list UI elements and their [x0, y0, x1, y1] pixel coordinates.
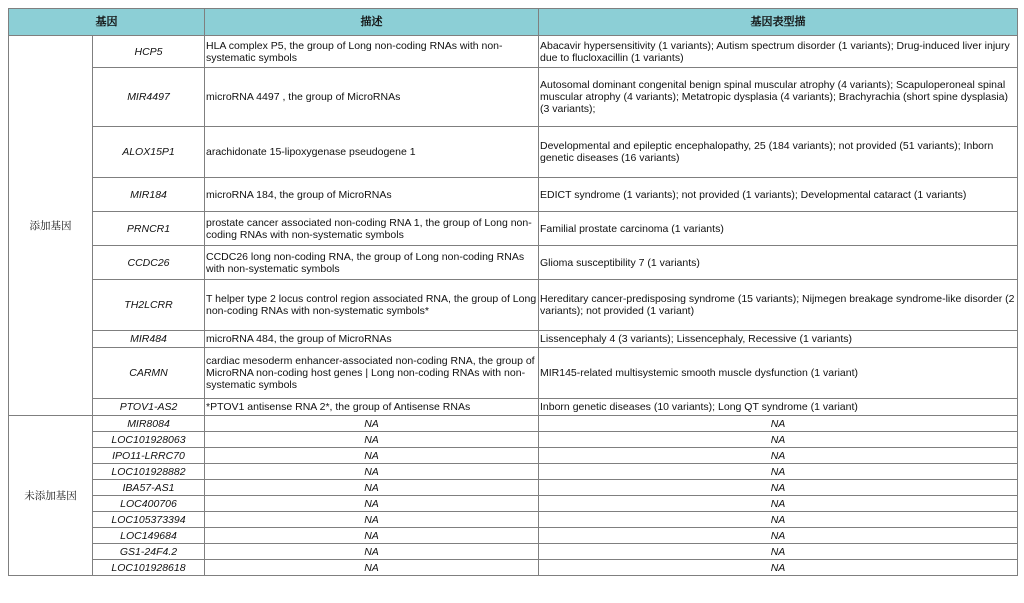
group-label: 未添加基因 [9, 416, 93, 576]
description-cell: *PTOV1 antisense RNA 2*, the group of Antisense RNAs [205, 399, 539, 416]
gene-symbol-cell: GS1-24F4.2 [93, 544, 205, 560]
gene-symbol-cell: MIR4497 [93, 68, 205, 127]
table-row [9, 280, 1018, 331]
gene-symbol-cell: MIR8084 [93, 416, 205, 432]
gene-symbol-cell: LOC101928882 [93, 464, 205, 480]
description-cell: HLA complex P5, the group of Long non-coding RNAs with non-systematic symbols [205, 36, 539, 68]
description-cell: NA [205, 448, 539, 464]
table-row [9, 36, 1018, 68]
table-row [9, 68, 1018, 127]
description-cell: NA [205, 512, 539, 528]
description-cell: NA [205, 528, 539, 544]
gene-symbol-cell: CARMN [93, 348, 205, 399]
phenotype-cell: EDICT syndrome (1 variants); not provided (1 variants); Developmental cataract (1 variants) [539, 178, 1018, 212]
phenotype-cell: NA [539, 512, 1018, 528]
gene-symbol-cell: LOC400706 [93, 496, 205, 512]
table-row [9, 464, 1018, 480]
table-row [9, 127, 1018, 178]
phenotype-cell: Lissencephaly 4 (3 variants); Lissencephaly, Recessive (1 variants) [539, 331, 1018, 348]
table-row [9, 448, 1018, 464]
phenotype-cell: Abacavir hypersensitivity (1 variants); Autism spectrum disorder (1 variants); Drug-induced liver injury due to flucloxacillin (1 variants) [539, 36, 1018, 68]
gene-symbol-cell: LOC101928618 [93, 560, 205, 576]
gene-symbol-cell: TH2LCRR [93, 280, 205, 331]
table-row [9, 348, 1018, 399]
table-row [9, 544, 1018, 560]
header-gene: 基因 [9, 9, 205, 36]
description-cell: NA [205, 432, 539, 448]
gene-symbol-cell: LOC101928063 [93, 432, 205, 448]
phenotype-cell: Hereditary cancer-predisposing syndrome (15 variants); Nijmegen breakage syndrome-like disorder (2 variants); not provided (1 variant) [539, 280, 1018, 331]
table-container [8, 8, 1017, 576]
phenotype-cell: NA [539, 560, 1018, 576]
table-row [9, 528, 1018, 544]
table-row [9, 212, 1018, 246]
description-cell: NA [205, 496, 539, 512]
description-cell: NA [205, 544, 539, 560]
description-cell: T helper type 2 locus control region associated RNA, the group of Long non-coding RNAs with non-systematic symbols* [205, 280, 539, 331]
phenotype-cell: NA [539, 432, 1018, 448]
phenotype-cell: NA [539, 528, 1018, 544]
header-phenotype: 基因表型描 [539, 9, 1018, 36]
description-cell: microRNA 184, the group of MicroRNAs [205, 178, 539, 212]
description-cell: NA [205, 560, 539, 576]
gene-symbol-cell: IPO11-LRRC70 [93, 448, 205, 464]
phenotype-cell: NA [539, 416, 1018, 432]
gene-symbol-cell: HCP5 [93, 36, 205, 68]
table-row [9, 560, 1018, 576]
group-label: 添加基因 [9, 36, 93, 416]
gene-symbol-cell: MIR184 [93, 178, 205, 212]
description-cell: NA [205, 480, 539, 496]
table-row [9, 246, 1018, 280]
description-cell: NA [205, 464, 539, 480]
phenotype-cell: NA [539, 496, 1018, 512]
table-row [9, 496, 1018, 512]
phenotype-cell: Familial prostate carcinoma (1 variants) [539, 212, 1018, 246]
description-cell: microRNA 4497 , the group of MicroRNAs [205, 68, 539, 127]
phenotype-cell: Inborn genetic diseases (10 variants); Long QT syndrome (1 variant) [539, 399, 1018, 416]
phenotype-cell: NA [539, 480, 1018, 496]
table-row [9, 480, 1018, 496]
table-row [9, 512, 1018, 528]
phenotype-cell: NA [539, 544, 1018, 560]
header-row [9, 9, 1018, 36]
table-row [9, 432, 1018, 448]
gene-symbol-cell: ALOX15P1 [93, 127, 205, 178]
gene-symbol-cell: LOC105373394 [93, 512, 205, 528]
phenotype-cell: Developmental and epileptic encephalopathy, 25 (184 variants); not provided (51 variants); Inborn genetic diseases (16 variants) [539, 127, 1018, 178]
phenotype-cell: MIR145-related multisystemic smooth muscle dysfunction (1 variant) [539, 348, 1018, 399]
table-row [9, 178, 1018, 212]
table-body [9, 36, 1018, 576]
phenotype-cell: NA [539, 464, 1018, 480]
description-cell: cardiac mesoderm enhancer-associated non-coding RNA, the group of MicroRNA non-coding host genes | Long non-coding RNAs with non-systematic symbols [205, 348, 539, 399]
gene-symbol-cell: MIR484 [93, 331, 205, 348]
gene-symbol-cell: PTOV1-AS2 [93, 399, 205, 416]
table-row [9, 331, 1018, 348]
description-cell: arachidonate 15-lipoxygenase pseudogene 1 [205, 127, 539, 178]
table-row [9, 416, 1018, 432]
header-description: 描述 [205, 9, 539, 36]
gene-symbol-cell: CCDC26 [93, 246, 205, 280]
gene-table [8, 8, 1018, 576]
description-cell: CCDC26 long non-coding RNA, the group of Long non-coding RNAs with non-systematic symbols [205, 246, 539, 280]
gene-symbol-cell: PRNCR1 [93, 212, 205, 246]
gene-symbol-cell: IBA57-AS1 [93, 480, 205, 496]
description-cell: microRNA 484, the group of MicroRNAs [205, 331, 539, 348]
table-row [9, 399, 1018, 416]
description-cell: prostate cancer associated non-coding RNA 1, the group of Long non-coding RNAs with non-systematic symbols [205, 212, 539, 246]
gene-symbol-cell: LOC149684 [93, 528, 205, 544]
phenotype-cell: NA [539, 448, 1018, 464]
phenotype-cell: Autosomal dominant congenital benign spinal muscular atrophy (4 variants); Scapuloperoneal spinal muscular atrophy (4 variants); Metatropic dysplasia (4 variants); Brachyrachia (short spine dysplasia) (3 variants); [539, 68, 1018, 127]
description-cell: NA [205, 416, 539, 432]
phenotype-cell: Glioma susceptibility 7 (1 variants) [539, 246, 1018, 280]
